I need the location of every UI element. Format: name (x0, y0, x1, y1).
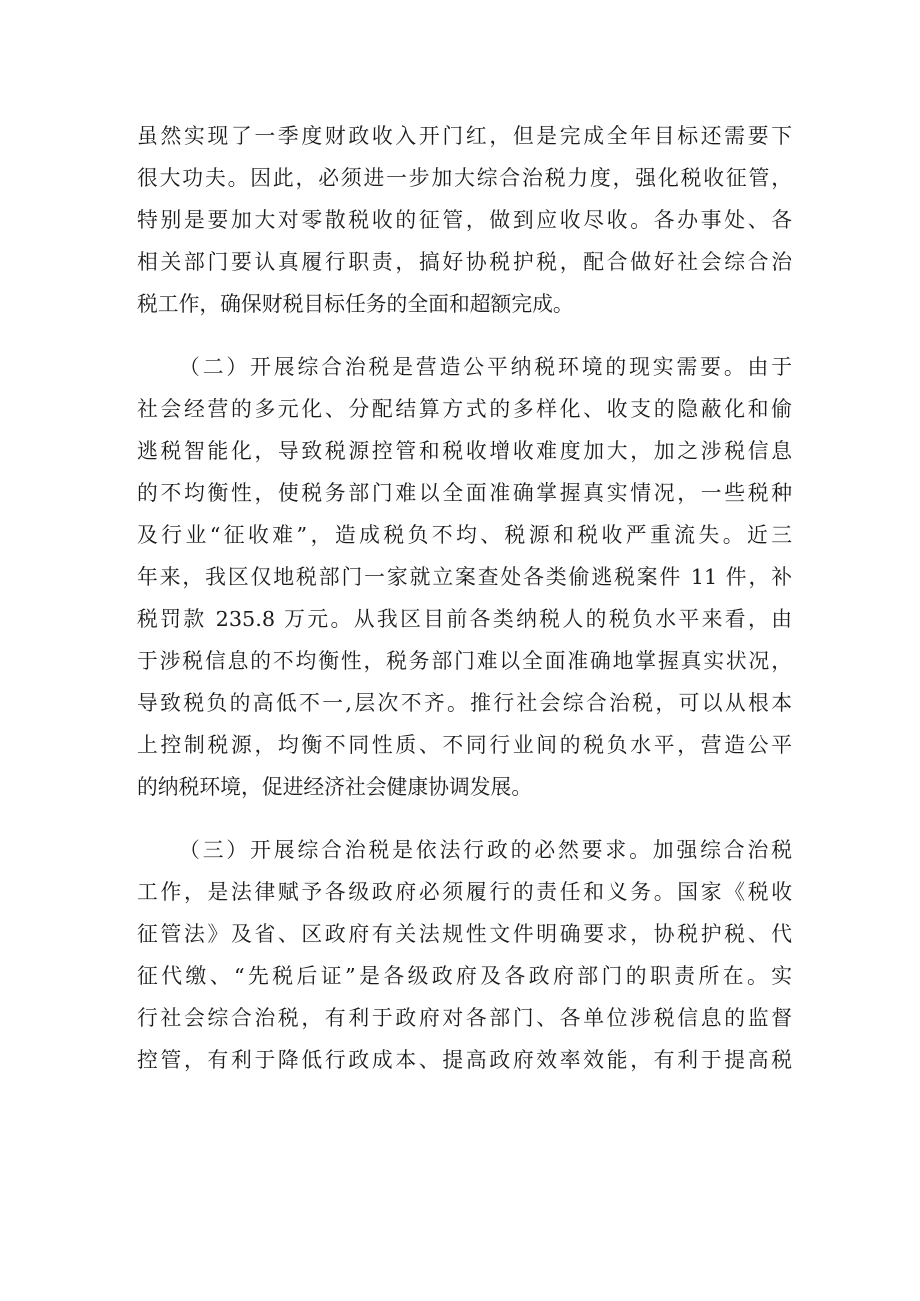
text-line: 的纳税环境，促进经济社会健康协调发展。 (137, 775, 533, 799)
text-line: 导致税负的高低不一,层次不齐。推行社会综合治税，可以从根本 (137, 691, 792, 715)
text-line: 很大功夫。因此，必须进一步加大综合治税力度，强化税收征管， (137, 166, 792, 190)
text-line: 年来，我区仅地税部门一家就立案查处各类偷逃税案件 11 件，补 (137, 565, 792, 589)
text-line: 相关部门要认真履行职责，搞好协税护税，配合做好社会综合治 (137, 250, 792, 274)
text-line: 逃税智能化，导致税源控管和税收增收难度加大，加之涉税信息 (137, 439, 792, 463)
text-line: 税工作，确保财税目标任务的全面和超额完成。 (137, 292, 574, 316)
text-line: 征管法》及省、区政府有关法规性文件明确要求，协税护税、代 (137, 922, 792, 946)
text-line: 的不均衡性，使税务部门难以全面准确掌握真实情况，一些税种 (137, 481, 792, 505)
text-line: 征代缴、“先税后证”是各级政府及各政府部门的职责所在。实 (137, 964, 792, 988)
paragraph-first-line: （三）开展综合治税是依法行政的必然要求。加强综合治税 (179, 838, 792, 862)
text-line: 税罚款 235.8 万元。从我区目前各类纳税人的税负水平来看，由 (137, 607, 792, 631)
paragraph-first-line: （二）开展综合治税是营造公平纳税环境的现实需要。由于 (179, 355, 792, 379)
text-line: 于涉税信息的不均衡性，税务部门难以全面准确地掌握真实状况， (137, 649, 792, 673)
text-line: 上控制税源，均衡不同性质、不同行业间的税负水平，营造公平 (137, 733, 792, 757)
text-line: 控管，有利于降低行政成本、提高政府效率效能，有利于提高税 (137, 1048, 792, 1072)
text-line: 虽然实现了一季度财政收入开门红，但是完成全年目标还需要下 (137, 124, 792, 148)
text-line: 及行业“征收难”，造成税负不均、税源和税收严重流失。近三 (137, 523, 792, 547)
text-line: 社会经营的多元化、分配结算方式的多样化、收支的隐蔽化和偷 (137, 397, 792, 421)
text-line: 特别是要加大对零散税收的征管，做到应收尽收。各办事处、各 (137, 208, 792, 232)
text-line: 行社会综合治税，有利于政府对各部门、各单位涉税信息的监督 (137, 1006, 792, 1030)
text-line: 工作，是法律赋予各级政府必须履行的责任和义务。国家《税收 (137, 880, 792, 904)
